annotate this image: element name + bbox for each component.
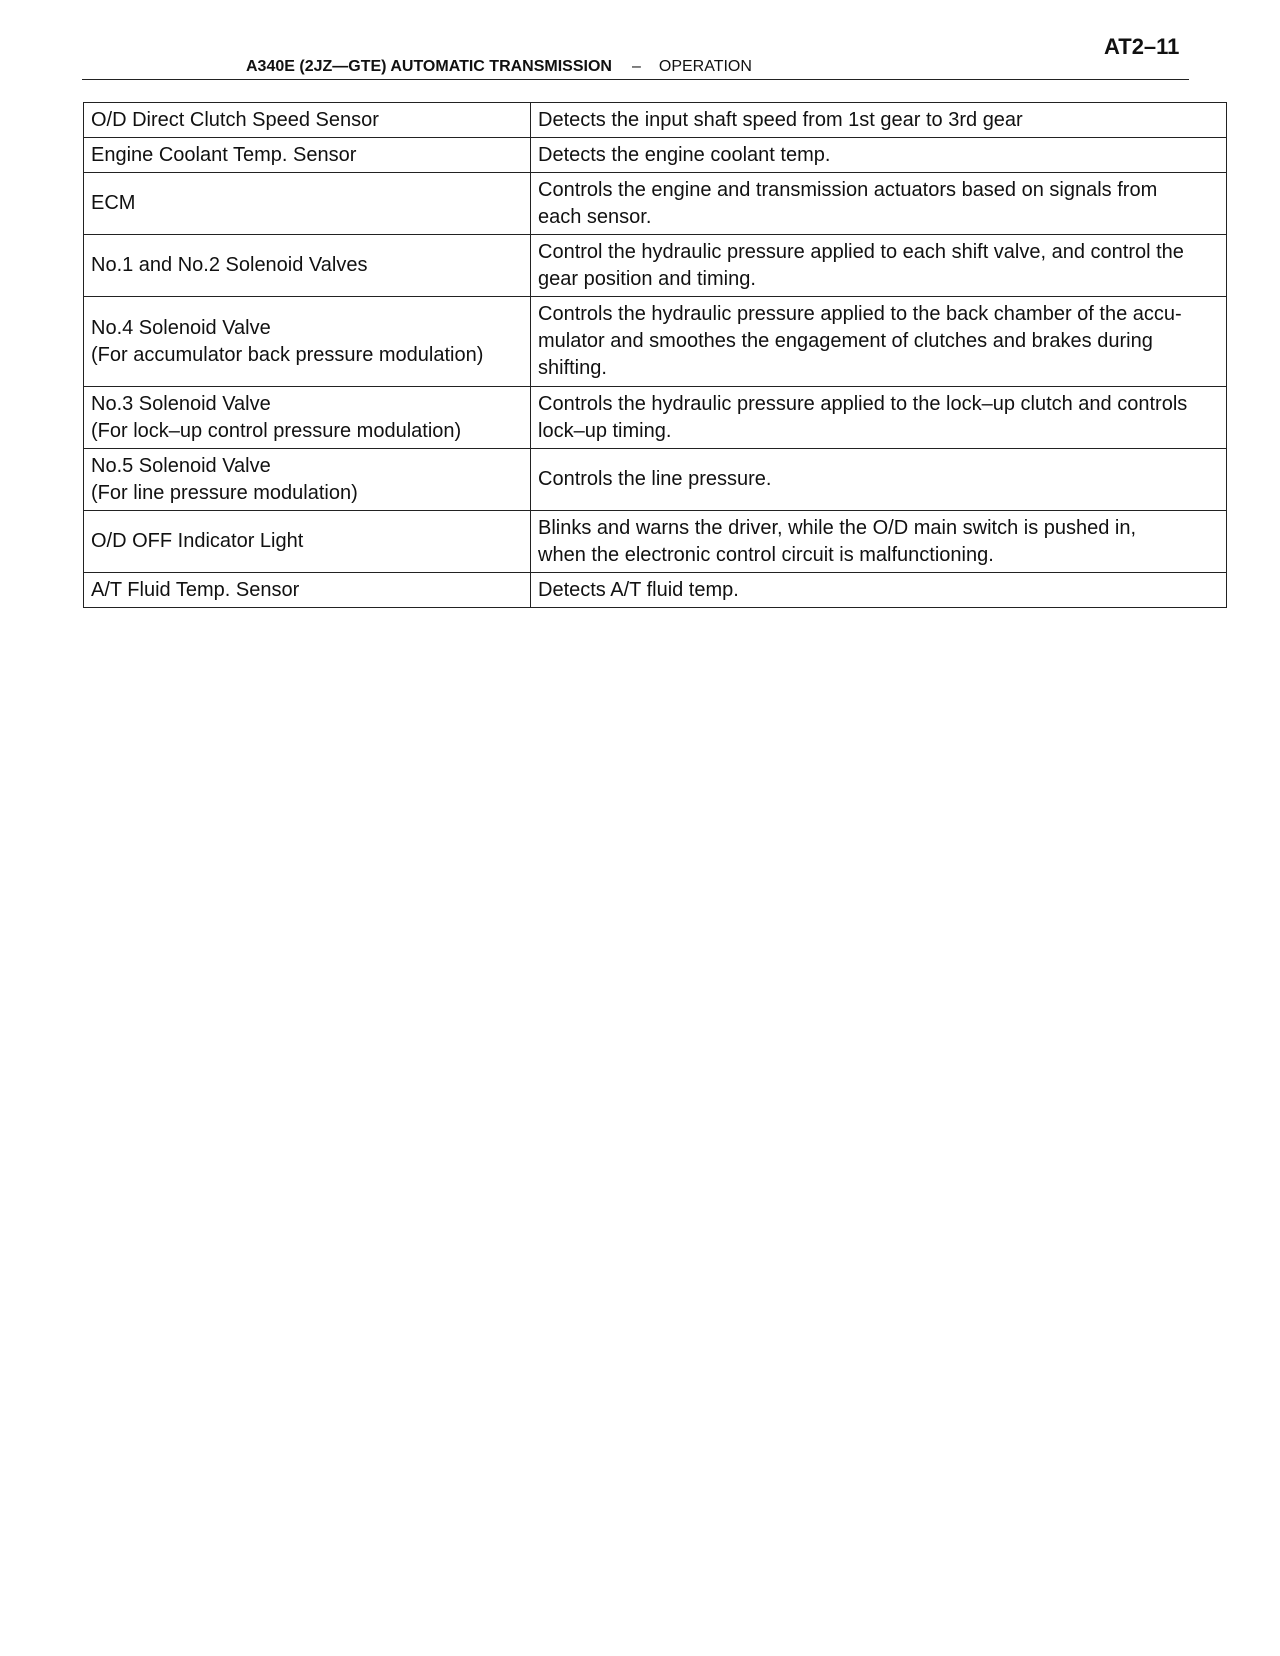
function-text: gear position and timing. — [538, 267, 756, 290]
component-cell — [84, 103, 531, 138]
table-row — [84, 235, 1227, 297]
function-cell — [531, 103, 1227, 138]
component-text: No.4 Solenoid Valve — [91, 316, 271, 339]
function-text: Detects the input shaft speed from 1st gear to 3rd gear — [538, 108, 1023, 131]
function-text: Detects the engine coolant temp. — [538, 143, 831, 166]
component-text: No.1 and No.2 Solenoid Valves — [91, 254, 368, 276]
header-separator: – — [631, 58, 641, 75]
component-text: (For accumulator back pressure modulation) — [91, 343, 484, 366]
component-cell — [84, 297, 531, 387]
function-text: mulator and smoothes the engagement of clutches and brakes during — [538, 330, 1153, 352]
function-text: Controls the hydraulic pressure applied to the back chamber of the accu- — [538, 303, 1182, 325]
table-row — [84, 297, 1227, 387]
function-cell — [531, 138, 1227, 173]
function-text: Blinks and warns the driver, while the O/D main switch is pushed in, — [538, 516, 1137, 539]
function-text: Control the hydraulic pressure applied to each shift valve, and control the — [538, 240, 1184, 263]
function-text: Detects A/T fluid temp. — [538, 578, 739, 601]
function-cell — [531, 449, 1227, 511]
component-cell — [84, 235, 531, 297]
function-cell — [531, 511, 1227, 573]
function-text: shifting. — [538, 357, 607, 379]
function-cell — [531, 297, 1227, 387]
component-cell — [84, 387, 531, 449]
page-number: AT2–11 — [1104, 34, 1180, 59]
function-text: Controls the engine and transmission actuators based on signals from — [538, 178, 1158, 201]
header-rule — [82, 79, 1189, 80]
table-row — [84, 449, 1227, 511]
component-text: No.5 Solenoid Valve — [91, 454, 271, 477]
function-cell — [531, 387, 1227, 449]
function-cell — [531, 573, 1227, 608]
running-header — [246, 58, 752, 76]
components-function-table — [83, 102, 1227, 608]
component-cell — [84, 449, 531, 511]
component-text: A/T Fluid Temp. Sensor — [91, 578, 300, 601]
component-text: O/D OFF Indicator Light — [91, 530, 304, 552]
function-text: when the electronic control circuit is malfunctioning. — [538, 543, 994, 566]
component-text: No.3 Solenoid Valve — [91, 392, 271, 415]
component-cell — [84, 138, 531, 173]
table-row — [84, 387, 1227, 449]
function-text: each sensor. — [538, 205, 652, 228]
function-text: lock–up timing. — [538, 419, 672, 442]
function-cell — [531, 235, 1227, 297]
function-text: Controls the line pressure. — [538, 468, 772, 490]
function-text: Controls the hydraulic pressure applied to the lock–up clutch and controls — [538, 392, 1188, 415]
function-cell — [531, 173, 1227, 235]
table-row — [84, 103, 1227, 138]
table-row — [84, 138, 1227, 173]
component-text: (For line pressure modulation) — [91, 481, 358, 504]
component-cell — [84, 173, 531, 235]
manual-title: A340E (2JZ—GTE) AUTOMATIC TRANSMISSION — [246, 58, 612, 75]
component-text: ECM — [91, 192, 136, 214]
component-cell — [84, 511, 531, 573]
component-text: O/D Direct Clutch Speed Sensor — [91, 108, 379, 131]
component-text: (For lock–up control pressure modulation) — [91, 419, 462, 442]
section-name: OPERATION — [658, 58, 752, 75]
component-text: Engine Coolant Temp. Sensor — [91, 143, 357, 166]
table-row — [84, 511, 1227, 573]
table-row — [84, 573, 1227, 608]
component-cell — [84, 573, 531, 608]
table-row — [84, 173, 1227, 235]
